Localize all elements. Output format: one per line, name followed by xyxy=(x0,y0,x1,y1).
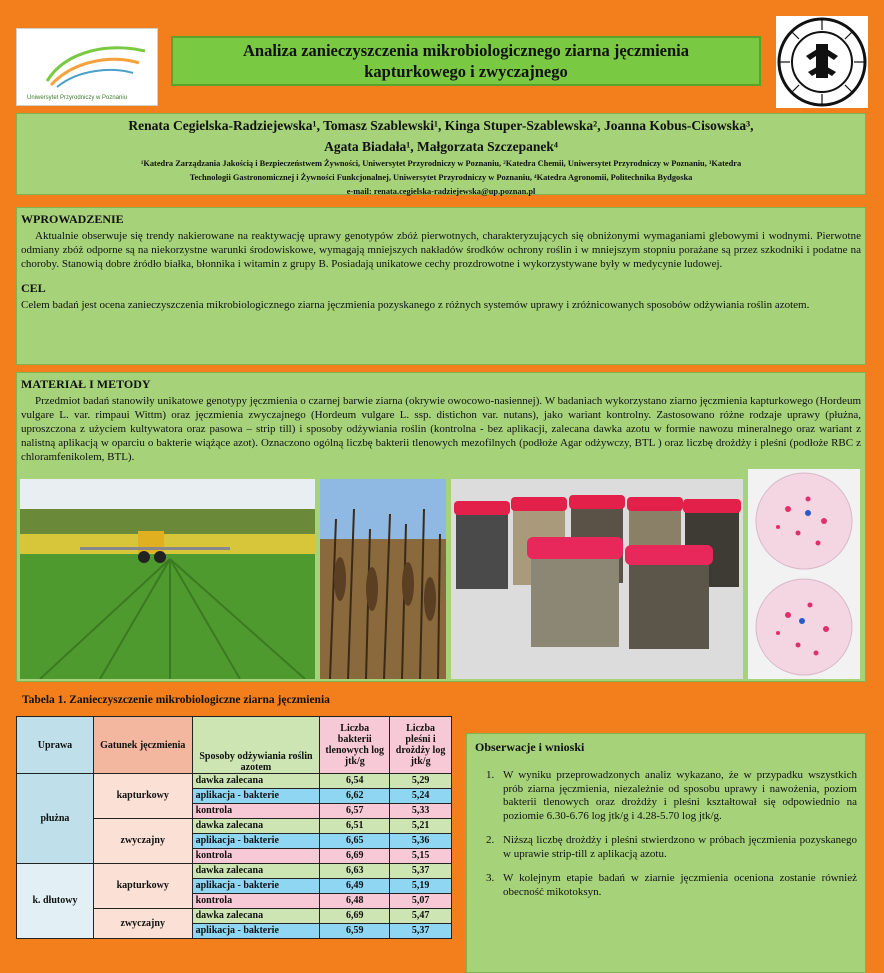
conclusions-heading: Obserwacje i wnioski xyxy=(475,740,585,754)
authors-line-1: Renata Cegielska-Radziejewska¹, Tomasz Szablewski¹, Kinga Stuper-Szablewska², Joanna Kobus-Cisowska³, xyxy=(128,118,754,133)
goal-text: Celem badań jest ocena zanieczyszczenia mikrobiologicznego ziarna jęczmienia pozyskanego z różnych systemów uprawy i zróżnicowanych sposobów odżywiania roślin azotem. xyxy=(21,299,810,311)
header-plesnie: Liczba pleśni i drożdży log jtk/g xyxy=(390,717,452,774)
cell-plesnie: 5,21 xyxy=(390,819,452,834)
cell-bakterie: 6,54 xyxy=(320,774,390,789)
barley-ears-photo xyxy=(320,479,446,679)
affiliations-line-1: ¹Katedra Zarządzania Jakością i Bezpieczeństwem Żywności, Uniwersytet Przyrodniczy w Poznaniu, ²Katedra Chemii, Uniwersytet Przyrodniczy w Poznaniu, ³Katedra xyxy=(140,159,742,168)
methods-section xyxy=(16,372,866,682)
cell-gatunek: zwyczajny xyxy=(93,909,192,939)
cell-plesnie: 5,07 xyxy=(390,894,452,909)
cell-plesnie: 5,47 xyxy=(390,909,452,924)
cell-plesnie: 5,36 xyxy=(390,834,452,849)
header-bakterie: Liczba bakterii tlenowych log jtk/g xyxy=(320,717,390,774)
cell-plesnie: 5,37 xyxy=(390,924,452,939)
introduction-section xyxy=(16,207,866,365)
cell-sposob: dawka zalecana xyxy=(192,864,320,879)
table-header-row xyxy=(17,717,452,774)
conclusions-list xyxy=(475,769,857,899)
cell-bakterie: 6,69 xyxy=(320,909,390,924)
cell-sposob: kontrola xyxy=(192,804,320,819)
petri-dish-photo xyxy=(748,469,860,679)
cell-sposob: aplikacja - bakterie xyxy=(192,834,320,849)
authors-line-2: Agata Biadała¹, Małgorzata Szczepanek⁴ xyxy=(324,139,558,154)
cell-gatunek: zwyczajny xyxy=(93,819,192,864)
cell-bakterie: 6,62 xyxy=(320,789,390,804)
cell-bakterie: 6,51 xyxy=(320,819,390,834)
seal-logo xyxy=(776,16,868,108)
logo-caption: Uniwersytet Przyrodniczy w Poznaniu xyxy=(27,95,128,101)
contact-email: e-mail: renata.cegielska-radziejewska@up.poznan.pl xyxy=(346,187,536,196)
intro-heading: WPROWADZENIE xyxy=(21,212,124,226)
cell-plesnie: 5,37 xyxy=(390,864,452,879)
list-item: 2. Niższą liczbę drożdży i pleśni stwierdzono w próbach jęczmienia pozyskanego w uprawie strip-till z aplikacją azotu. xyxy=(497,834,857,861)
cell-plesnie: 5,33 xyxy=(390,804,452,819)
authors-section xyxy=(16,113,866,195)
cell-uprawa: k. dłutowy xyxy=(17,864,94,939)
cell-bakterie: 6,57 xyxy=(320,804,390,819)
intro-text: Aktualnie obserwuje się trendy nakierowane na reaktywację uprawy genotypów zbóż pierwotnych, charakteryzujących się obniżonymi wymaganiami glebowymi i wodnymi. Pierwotne odmiany zbóż odporne są na niekorzystne warunki środowiskowe, wymagają mniejszych nakładów środków ochrony roślin i w mniejszym stopniu porażane są przez szkodniki i podatne na choroby. Stanowią dobre źródło białka, błonnika i witamin z grupy B. Posiadają unikatowe cechy prozdrowotne i wykorzystywane były w medycynie ludowej. xyxy=(21,230,861,270)
table-caption: Tabela 1. Zanieczyszczenie mikrobiologiczne ziarna jęczmienia xyxy=(22,694,330,706)
header-sposoby: Sposoby odżywiania roślin azotem xyxy=(192,717,320,774)
cell-bakterie: 6,59 xyxy=(320,924,390,939)
cell-sposob: aplikacja - bakterie xyxy=(192,879,320,894)
cell-bakterie: 6,65 xyxy=(320,834,390,849)
cell-plesnie: 5,29 xyxy=(390,774,452,789)
goal-heading: CEL xyxy=(21,281,46,295)
title-line-2: kapturkowego i zwyczajnego xyxy=(364,62,568,81)
header-gatunek: Gatunek jęczmienia xyxy=(93,717,192,774)
cell-sposob: kontrola xyxy=(192,894,320,909)
cell-sposob: dawka zalecana xyxy=(192,819,320,834)
grain-samples-photo xyxy=(451,479,743,679)
cell-gatunek: kapturkowy xyxy=(93,864,192,909)
table-row xyxy=(17,864,452,879)
methods-heading: MATERIAŁ I METODY xyxy=(21,377,151,391)
header-uprawa: Uprawa xyxy=(17,717,94,774)
cell-sposob: aplikacja - bakterie xyxy=(192,924,320,939)
list-item: 1. W wyniku przeprowadzonych analiz wykazano, że w przypadku wszystkich prób ziarna jęczmienia, niezależnie od sposobu uprawy i nawożenia, poziom bakterii tlenowych oraz drożdży i pleśni kształtował się odpowiednio na poziomie 6.30-6.76 log jtk/g i 4.28-5.70 log jtk/g. xyxy=(497,769,857,823)
university-logo xyxy=(16,28,158,106)
cell-bakterie: 6,69 xyxy=(320,849,390,864)
cell-plesnie: 5,15 xyxy=(390,849,452,864)
table-row xyxy=(17,774,452,789)
cell-gatunek: kapturkowy xyxy=(93,774,192,819)
cell-bakterie: 6,49 xyxy=(320,879,390,894)
field-tractor-photo xyxy=(20,479,315,679)
cell-plesnie: 5,24 xyxy=(390,789,452,804)
affiliations-line-2: Technologii Gastronomicznej i Żywności Funkcjonalnej, Uniwersytet Przyrodniczy w Poznaniu, ⁴Katedra Agronomii, Politechnika Bydgoska xyxy=(189,172,693,182)
poster-title xyxy=(171,36,761,86)
cell-sposob: dawka zalecana xyxy=(192,909,320,924)
cell-bakterie: 6,63 xyxy=(320,864,390,879)
cell-sposob: kontrola xyxy=(192,849,320,864)
results-table xyxy=(16,716,452,939)
cell-plesnie: 5,19 xyxy=(390,879,452,894)
cell-bakterie: 6,48 xyxy=(320,894,390,909)
list-item: 3. W kolejnym etapie badań w ziarnie jęczmienia oceniona zostanie również obecność mikotoksyn. xyxy=(497,872,857,899)
cell-uprawa: płużna xyxy=(17,774,94,864)
conclusions-section xyxy=(466,733,866,973)
methods-text: Przedmiot badań stanowiły unikatowe genotypy jęczmienia o czarnej barwie ziarna (okrywie owocowo-nasiennej). W badaniach wykorzystano ziarno jęczmienia kapturkowego (Hordeum vulgare L. var. rimpaui Wittm) oraz jęczmienia zwyczajnego (Hordeum vulgare L. ssp. distichon var. nutans), jako wariant kontrolny. Zastosowano różne rodzaje uprawy (płużna, uproszczona z użyciem kultywatora oraz pasowa – strip till) i sposoby odżywiania roślin (kontrolna - bez aplikacji, zalecana dawka azotu w formie nawozu mineralnego oraz wariant z nalistną aplikacją w oparciu o bakterie wiążące azot). Oznaczono ogólną liczbę bakterii tlenowych mezofilnych (podłoże Agar odżywczy, BTL ) oraz liczbę drożdży i pleśni (podłoże RBC z chloramfenikolem, BTL). xyxy=(21,395,861,463)
cell-sposob: dawka zalecana xyxy=(192,774,320,789)
title-line-1: Analiza zanieczyszczenia mikrobiologicznego ziarna jęczmienia xyxy=(242,41,689,60)
cell-sposob: aplikacja - bakterie xyxy=(192,789,320,804)
